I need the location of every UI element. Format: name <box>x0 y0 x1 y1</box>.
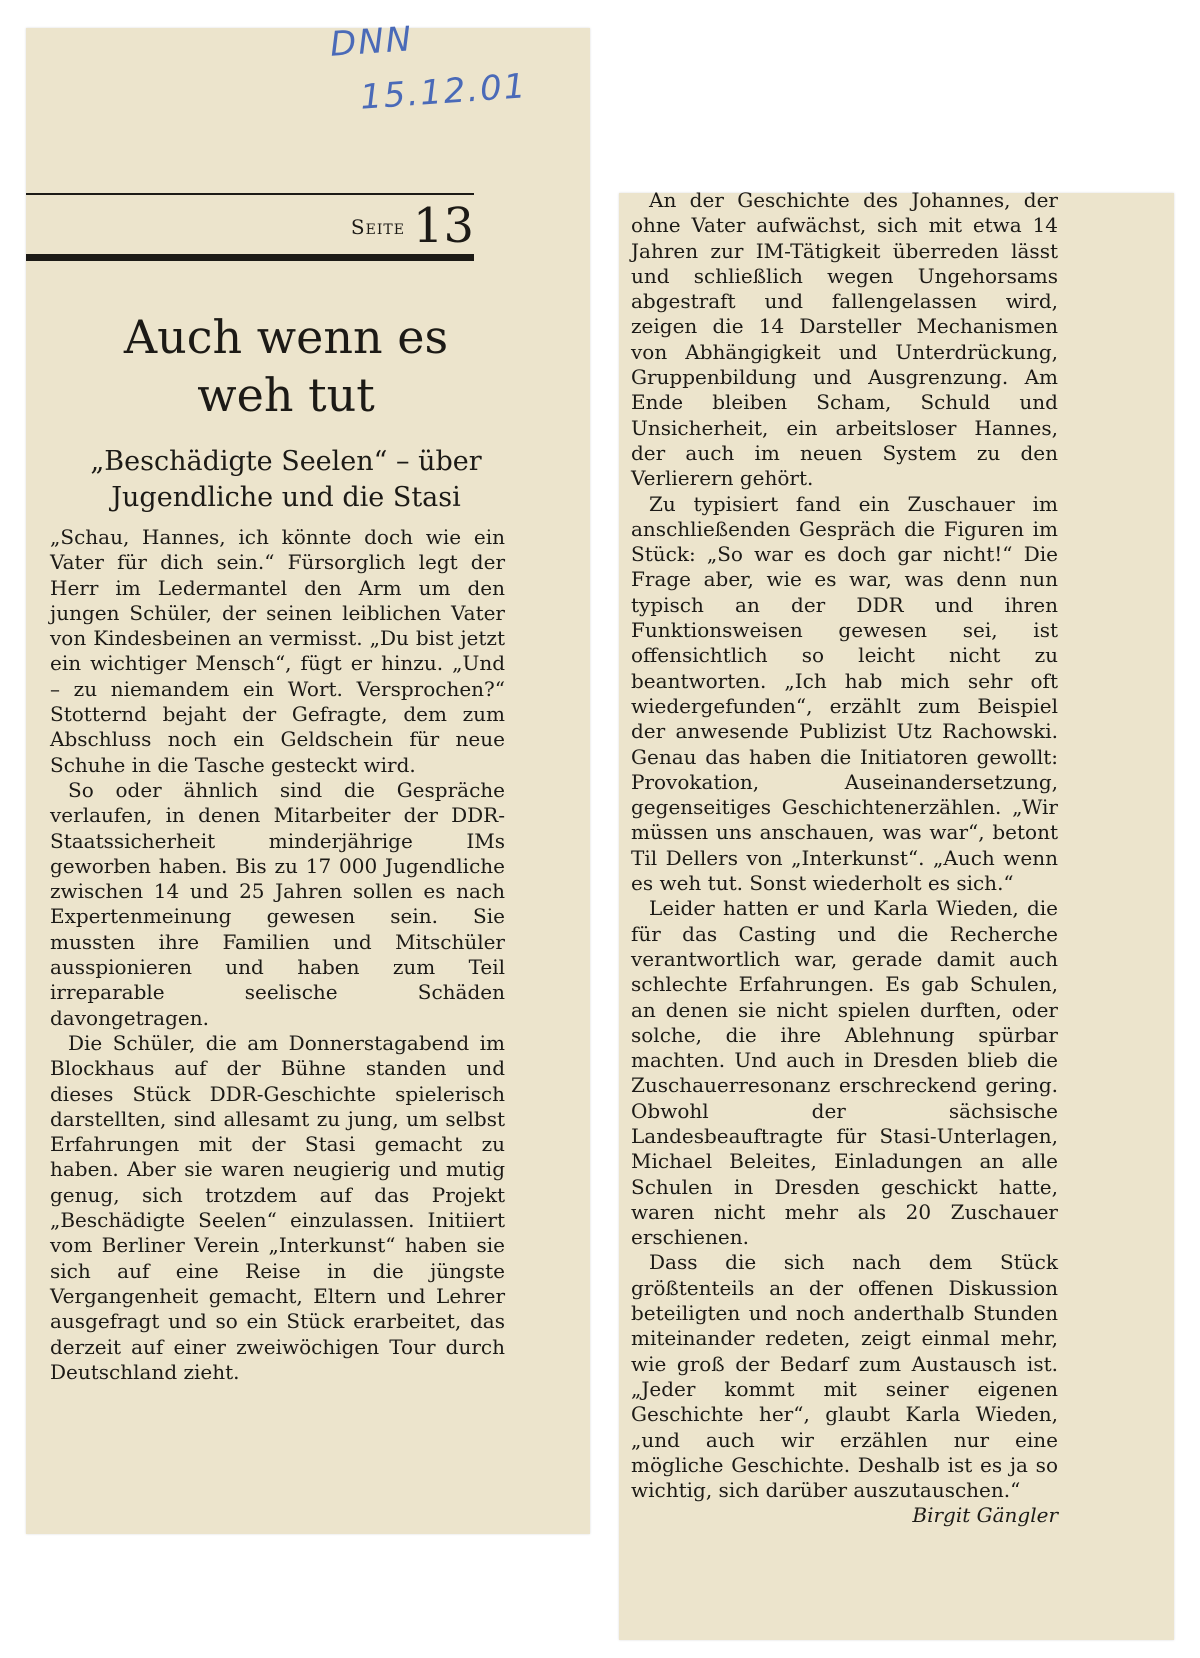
paragraph-text: Dass die sich nach dem Stück größtenteils an der offenen Diskussion beteiligten und noch anderthalb Stunden miteinander redeten, zeigt einmal mehr, wie groß der Bedarf zum Austausch ist. „Jeder kommt mit seiner eigenen Geschichte her“, glaubt Karla Wieden, „und auch wir erzählen nur eine mögliche Geschichte. Deshalb ist es ja so wichtig, sich darüber auszutauschen.“ <box>631 1250 1058 1503</box>
header-rule-top <box>26 193 474 195</box>
clipping-right <box>619 188 1174 1640</box>
page-label-text: Seite <box>350 215 405 239</box>
page-number: 13 <box>412 198 474 254</box>
paragraph: An der Geschichte des Johannes, der ohne Vater aufwächst, sich mit etwa 14 Jahren zur IM-Tätigkeit überreden lässt und schließlich wegen Ungehorsams abgestraft und fallengelassen wird, zeigen die 14 Darsteller Mechanismen von Abhängigkeit und Unterdrückung, Gruppenbildung und Ausgrenzung. Am Ende bleiben Scham, Schuld und Unsicherheit, ein arbeitsloser Hannes, der auch im neuen System zu den Verlierern gehört. <box>631 188 1058 491</box>
paragraph: Leider hatten er und Karla Wieden, die für das Casting und die Recherche verantwortlich war, gerade damit auch schlechte Erfahrungen. Es gab Schulen, an denen sie nicht spielen durften, oder solche, die ihre Ablehnung spürbar machten. Und auch in Dresden blieb die Zuschauerresonanz erschreckend gering. Obwohl der sächsische Landesbeauftragte für Stasi-Unterlagen, Michael Beleites, Einladungen an alle Schulen in Dresden geschickt hatte, waren nicht mehr als 20 Zuschauer erschienen. <box>631 896 1058 1250</box>
header-rule-bottom <box>26 254 474 261</box>
clipping-left <box>26 28 590 1534</box>
paragraph: So oder ähnlich sind die Gespräche verlaufen, in denen Mitarbeiter der DDR-Staatssicherheit minderjährige IMs geworben haben. Bis zu 17 000 Jugendliche zwischen 14 und 25 Jahren sollen es nach Expertenmeinung gewesen sein. Sie mussten ihre Familien und Mitschüler ausspionieren und haben zum Teil irreparable seelische Schäden davongetragen. <box>50 777 505 1030</box>
subheadline-line-1: „Beschädigte Seelen“ – über <box>90 446 482 477</box>
left-column <box>50 525 505 1385</box>
subheadline-line-2: Jugendliche und die Stasi <box>111 482 461 513</box>
page-label <box>344 198 474 254</box>
subheadline <box>56 444 516 516</box>
paragraph: Zu typisiert fand ein Zuschauer im anschließenden Gespräch die Figuren im Stück: „So war es doch gar nicht!“ Die Frage aber, wie es war, was denn nun typisch an der DDR und ihren Funktionsweisen gewesen sei, ist offensichtlich so leicht nicht zu beantworten. „Ich hab mich sehr oft wiedergefunden“, erzählt zum Beispiel der anwesende Publizist Utz Rachowski. Genau das haben die Initiatoren gewollt: Provokation, Auseinandersetzung, gegenseitiges Geschichtenerzählen. „Wir müssen uns anschauen, was war“, betont Til Dellers von „Interkunst“. „Auch wenn es weh tut. Sonst wiederholt es sich.“ <box>631 491 1058 896</box>
handwritten-source: DNN <box>328 19 415 65</box>
author: Birgit Gängler <box>912 1503 1058 1528</box>
paragraph: „Schau, Hannes, ich könnte doch wie ein Vater für dich sein.“ Fürsorglich legt der Herr im Ledermantel den Arm um den jungen Schüler, der seinen leiblichen Vater von Kindesbeinen an vermisst. „Du bist jetzt ein wichtiger Mensch“, fügt er hinzu. „Und – zu niemandem ein Wort. Versprochen?“ Stotternd bejaht der Gefragte, dem zum Abschluss noch ein Geldschein für neue Schuhe in die Tasche gesteckt wird. <box>50 525 505 777</box>
headline <box>66 308 506 424</box>
headline-line-1: Auch wenn es <box>123 310 449 364</box>
right-column <box>631 188 1058 1529</box>
headline-line-2: weh tut <box>197 368 375 422</box>
paragraph <box>631 1250 1058 1528</box>
paragraph: Die Schüler, die am Donnerstagabend im Blockhaus auf der Bühne standen und dieses Stück DDR-Geschichte spielerisch darstellten, sind allesamt zu jung, um selbst Erfahrungen mit der Stasi gemacht zu haben. Aber sie waren neugierig und mutig genug, sich trotzdem auf das Projekt „Beschädigte Seelen“ einzulassen. Initiiert vom Berliner Verein „Interkunst“ haben sie sich auf eine Reise in die jüngste Vergangenheit gemacht, Eltern und Lehrer ausgefragt und so ein Stück erarbeitet, das derzeit auf einer zweiwöchigen Tour durch Deutschland zieht. <box>50 1030 505 1384</box>
handwritten-date: 15.12.01 <box>358 66 529 118</box>
